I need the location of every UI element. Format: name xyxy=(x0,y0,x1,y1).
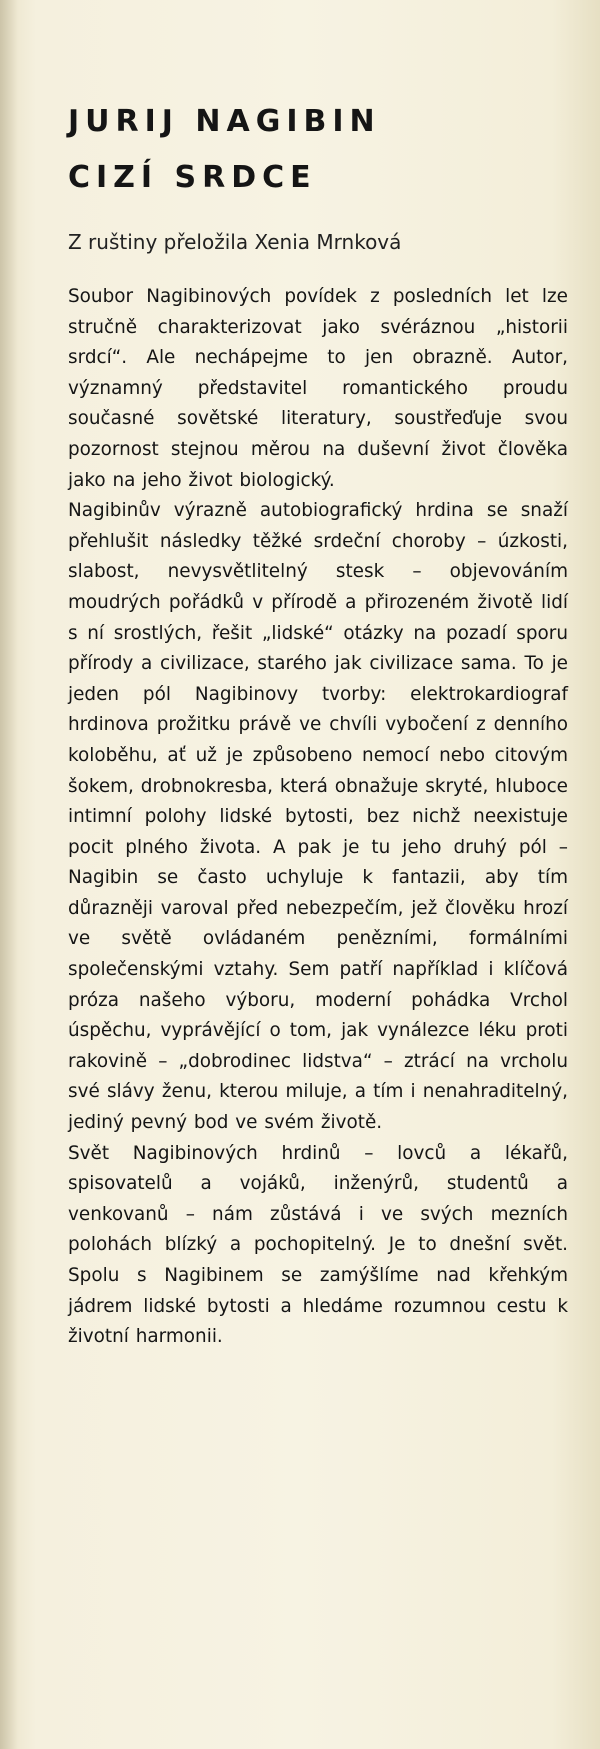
book-title: CIZÍ SRDCE xyxy=(68,160,317,195)
author-name: JURIJ NAGIBIN xyxy=(68,104,381,139)
blurb-text xyxy=(68,282,568,1353)
blurb-paragraph: Nagibinův výrazně autobiografický hrdina se snaží přehlušit následky těžké srdeční choroby – úzkosti, slabost, nevysvětlitelný stesk – objevováním moudrých pořádků v přírodě a přirozeném životě lidí s ní srostlých, řešit „lidské“ otázky na pozadí sporu přírody a civilizace, starého jak civilizace sama. To je jeden pól Nagibinovy tvorby: elektrokardiograf hrdinova prožitku právě ve chvíli vybočení z denního koloběhu, ať už je způsobeno nemocí nebo citovým šokem, drobnokresba, která obnažuje skryté, hluboce intimní polohy lidské bytosti, bez nichž neexistuje pocit plného života. A pak je tu jeho druhý pól – Nagibin se často uchyluje k fantazii, aby tím důrazněji varoval před nebezpečím, jež člověku hrozí ve světě ovládaném penězními, formálními společenskými vztahy. Sem patří například i klíčová próza našeho výboru, moderní pohádka Vrchol úspěchu, vyprávějící o tom, jak vynálezce léku proti rakovině – „dobrodinec lidstva“ – ztrácí na vrcholu své slávy ženu, kterou miluje, a tím i nenahraditelný, jediný pevný bod ve svém životě. xyxy=(68,500,568,1134)
blurb-paragraph: Svět Nagibinových hrdinů – lovců a lékařů, spisovatelů a vojáků, inženýrů, studentů a venkovanů – nám zůstává i ve svých mezních polohách blízký a pochopitelný. Je to dnešní svět. Spolu s Nagibinem se zamýšlíme nad křehkým jádrem lidské bytosti a hledáme rozumnou cestu k životní harmonii. xyxy=(68,1142,568,1348)
translator-note: Z ruštiny přeložila Xenia Mrnková xyxy=(68,230,402,254)
spine-shadow xyxy=(0,0,18,1749)
blurb-paragraph: Soubor Nagibinových povídek z posledních let lze stručně charakterizovat jako svéráznou „historii srdcí“. Ale nechápejme to jen obrazně. Autor, významný představitel romantického proudu současné sovětské literatury, soustřeďuje svou pozornost stejnou měrou na duševní život člověka jako na jeho život biologický. xyxy=(68,286,568,491)
flap-content xyxy=(68,100,568,1353)
